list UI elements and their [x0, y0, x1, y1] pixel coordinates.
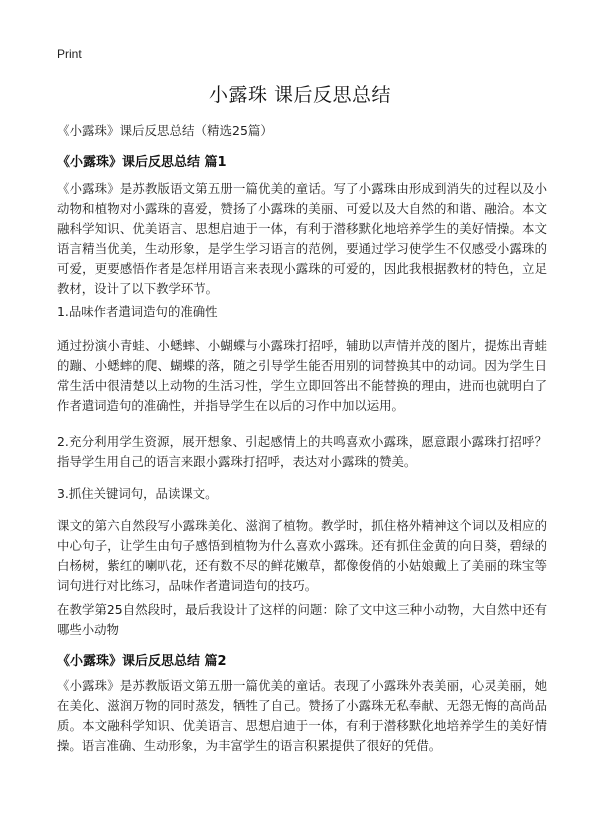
point-1-text: 通过扮演小青蛙、小蟋蟀、小蝴蝶与小露珠打招呼，辅助以声情并茂的图片，提炼出青蛙的蹦、小蟋蟀的爬、蝴蝶的落，随之引导学生能否用别的词替换其中的动词。因为学生日常生活中很清楚以上动物的生活习性，学生立即回答出不能替换的理由，进而也就明白了作者遣词造句的准确性，并指导学生在以后的习作中加以运用。 [57, 338, 547, 413]
point-2-text: 2.充分利用学生资源，展开想象、引起感情上的共鸣喜欢小露珠，愿意跟小露珠打招呼？指导学生用自己的语言来跟小露珠打招呼，表达对小露珠的赞美。 [57, 434, 547, 469]
point-1-title: 1.品味作者遣词造句的准确性 [57, 304, 218, 319]
section-2-intro: 《小露珠》是苏教版语文第五册一篇优美的童话。表现了小露珠外表美丽，心灵美丽，她在美化、滋润万物的同时蒸发，牺牲了自己。赞扬了小露珠无私奉献、无怨无悔的高尚品质。本文融科学知识、优美语言、思想启迪于一体，有利于潜移默化地培养学生的美好情操。语言准确、生动形象，为丰富学生的语言积累提供了很好的凭借。 [57, 678, 547, 753]
point-3-title: 3.抓住关键词句，品读课文。 [57, 486, 218, 501]
section-1-closing: 在教学第25自然段时，最后我设计了这样的问题：除了文中这三种小动物，大自然中还有哪些小动物 [57, 602, 547, 637]
section-1-heading: 《小露珠》课后反思总结 篇1 [57, 155, 227, 170]
section-1-intro: 《小露珠》是苏教版语文第五册一篇优美的童话。写了小露珠由形成到消失的过程以及小动物和植物对小露珠的喜爱，赞扬了小露珠的美丽、可爱以及大自然的和谐、融洽。本文融科学知识、优美语言、思想启迪于一体，有利于潜移默化地培养学生的美好情操。本文语言精当优美，生动形象，是学生学习语言的范例，要通过学习使学生不仅感受小露珠的可爱，更要感悟作者是怎样用语言来表现小露珠的可爱的，因此我根据教材的特色，立足教材，设计了以下教学环节。 [57, 181, 547, 296]
page-title: 小露珠 课后反思总结 [208, 84, 392, 106]
print-link[interactable]: Print [57, 47, 82, 61]
section-2-heading: 《小露珠》课后反思总结 篇2 [57, 654, 227, 669]
point-3-text: 课文的第六自然段写小露珠美化、滋润了植物。教学时，抓住格外精神这个词以及相应的中心句子，让学生由句子感悟到植物为什么喜欢小露珠。还有抓住金黄的向日葵，碧绿的白杨树，紫红的喇叭花，还有数不尽的鲜花嫩草，都像俊俏的小姑娘戴上了美丽的珠宝等词句进行对比练习，品味作者遣词造句的技巧。 [57, 518, 547, 593]
document-subtitle: 《小露珠》课后反思总结（精选25篇） [57, 123, 273, 138]
